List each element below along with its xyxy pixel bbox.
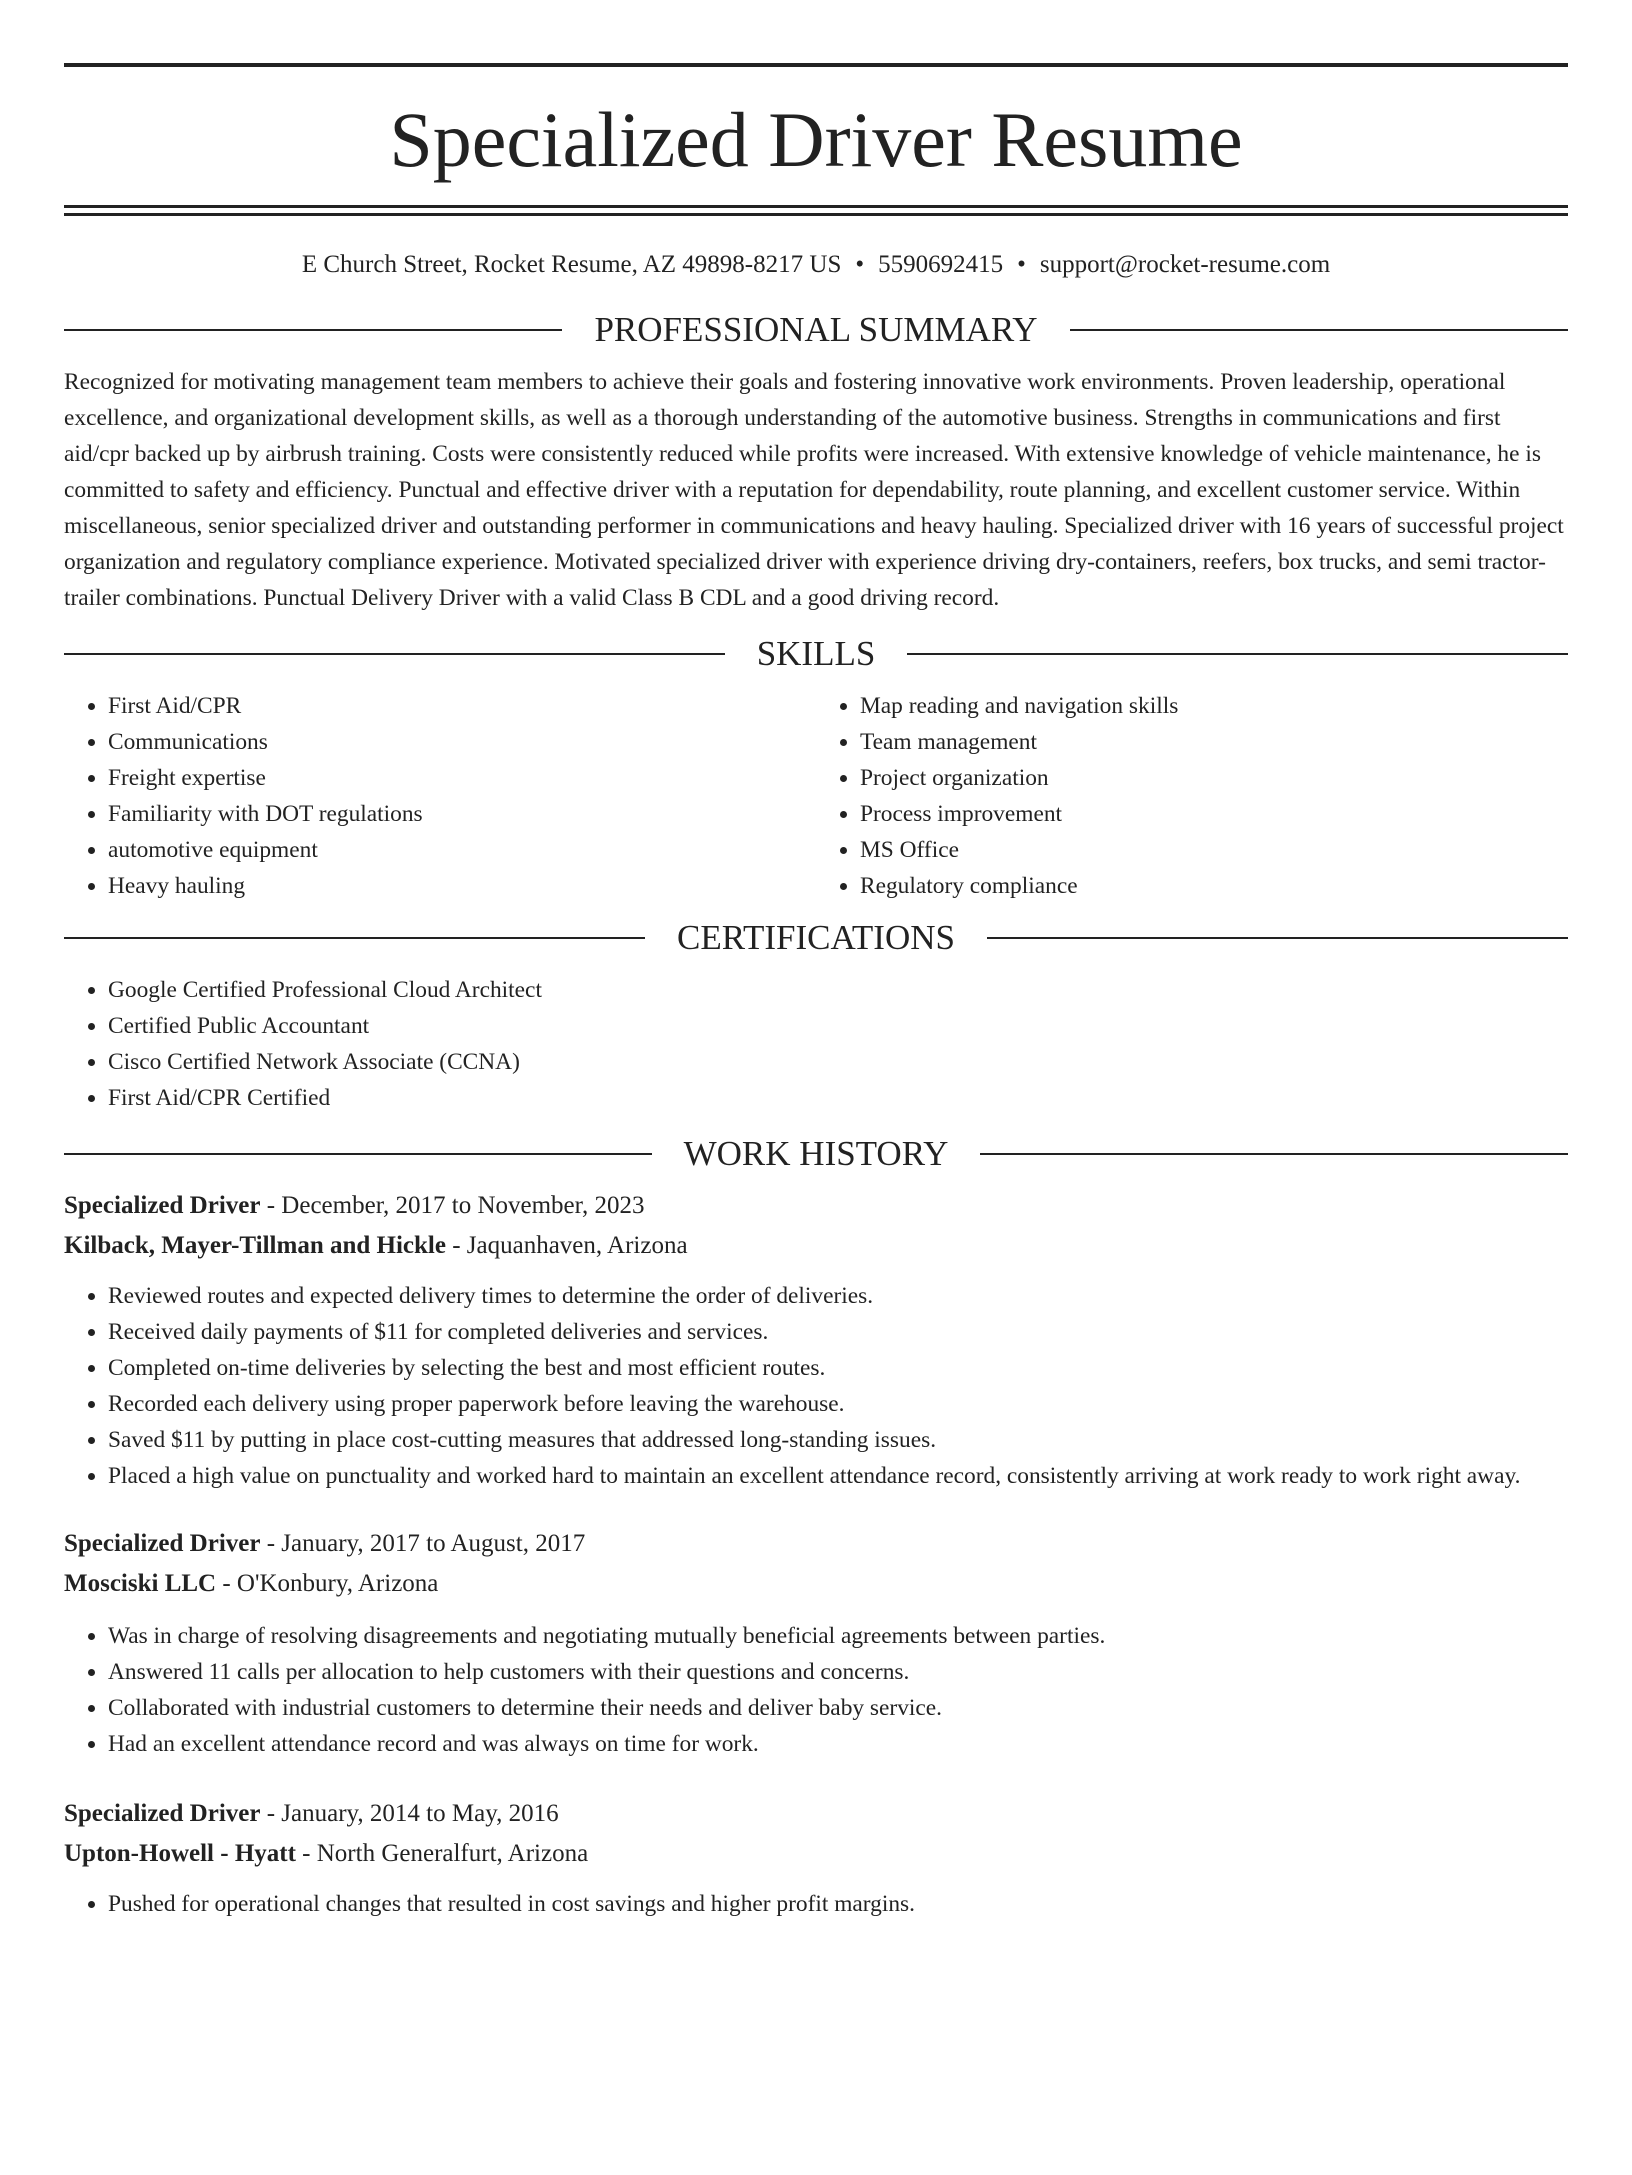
job-entry <box>64 1524 1568 1762</box>
contact-separator: • <box>1017 251 1026 278</box>
skill-item: • Map reading and navigation skills <box>860 688 1568 724</box>
job-bullets <box>64 1618 1568 1762</box>
job-title-line <box>64 1524 1568 1564</box>
job-bullet: • Was in charge of resolving disagreements and negotiating mutually beneficial agreements between parties. <box>108 1618 1568 1654</box>
skill-item: • Process improvement <box>860 796 1568 832</box>
contact-phone: 5590692415 <box>878 251 1004 278</box>
job-title-line <box>64 1186 1568 1226</box>
skills-list <box>64 688 1568 904</box>
job-company-line <box>64 1834 1568 1874</box>
job-location: - North Generalfurt, Arizona <box>295 1840 589 1867</box>
heading-rule <box>64 329 562 331</box>
heading-rule <box>64 653 725 655</box>
skill-item: • Familiarity with DOT regulations <box>108 796 816 832</box>
job-dates: - January, 2014 to May, 2016 <box>260 1800 559 1827</box>
section-heading-summary <box>64 310 1568 350</box>
section-heading-skills <box>64 634 1568 674</box>
job-bullet: • Pushed for operational changes that resulted in cost savings and higher profit margins. <box>108 1886 1568 1922</box>
section-title: SKILLS <box>756 634 876 673</box>
job-title: Specialized Driver <box>64 1800 261 1827</box>
job-bullet: • Collaborated with industrial customers to determine their needs and deliver baby service. <box>108 1690 1568 1726</box>
job-title-line <box>64 1794 1568 1834</box>
skill-item: • Regulatory compliance <box>860 868 1568 904</box>
job-entry <box>64 1186 1568 1494</box>
heading-rule <box>64 1153 652 1155</box>
heading-rule <box>980 1153 1568 1155</box>
skill-item: • Team management <box>860 724 1568 760</box>
top-rule <box>64 63 1568 67</box>
job-bullets <box>64 1886 1568 1922</box>
job-company: Mosciski LLC <box>64 1570 217 1597</box>
job-bullet: • Recorded each delivery using proper paperwork before leaving the warehouse. <box>108 1386 1568 1422</box>
job-dates: - January, 2017 to August, 2017 <box>260 1530 586 1557</box>
job-bullet: • Reviewed routes and expected delivery times to determine the order of deliveries. <box>108 1278 1568 1314</box>
resume-title: Specialized Driver Resume <box>389 96 1243 183</box>
heading-rule <box>987 937 1568 939</box>
job-entry <box>64 1794 1568 1922</box>
section-title: PROFESSIONAL SUMMARY <box>594 310 1038 349</box>
job-bullet: • Received daily payments of $11 for completed deliveries and services. <box>108 1314 1568 1350</box>
section-heading-work-history <box>64 1134 1568 1174</box>
contact-address: E Church Street, Rocket Resume, AZ 49898-8217 US <box>301 251 842 278</box>
certification-item: • Google Certified Professional Cloud Architect <box>108 972 1568 1008</box>
contact-separator: • <box>855 251 865 278</box>
section-heading-certifications <box>64 918 1568 958</box>
job-location: - O'Konbury, Arizona <box>216 1570 439 1597</box>
job-bullet: • Saved $11 by putting in place cost-cutting measures that addressed long-standing issues. <box>108 1422 1568 1458</box>
job-location: - Jaquanhaven, Arizona <box>445 1232 688 1259</box>
title-double-rule <box>64 205 1568 216</box>
job-bullet: • Completed on-time deliveries by selecting the best and most efficient routes. <box>108 1350 1568 1386</box>
certifications-list <box>64 972 1568 1116</box>
skill-item: • MS Office <box>860 832 1568 868</box>
job-company: Kilback, Mayer-Tillman and Hickle <box>64 1232 446 1259</box>
job-company: Upton-Howell - Hyatt <box>64 1840 296 1867</box>
job-bullet: • Answered 11 calls per allocation to help customers with their questions and concerns. <box>108 1654 1568 1690</box>
job-title: Specialized Driver <box>64 1530 261 1557</box>
job-bullet: • Had an excellent attendance record and was always on time for work. <box>108 1726 1568 1762</box>
skill-item: • automotive equipment <box>108 832 816 868</box>
job-dates: - December, 2017 to November, 2023 <box>260 1192 645 1219</box>
skill-item: • Project organization <box>860 760 1568 796</box>
skill-item: • First Aid/CPR <box>108 688 816 724</box>
skill-item: • Freight expertise <box>108 760 816 796</box>
summary-paragraph: Recognized for motivating management team members to achieve their goals and fostering innovative work environments. Proven leadership, operational excellence, and organizational development skills, as well as a thorough understanding of the automotive business. Strengths in communications and first aid/cpr backed up by airbrush training. Costs were consistently reduced while profits were increased. With extensive knowledge of vehicle maintenance, he is committed to safety and efficiency. Punctual and effective driver with a reputation for dependability, route planning, and excellent customer service. Within miscellaneous, senior specialized driver and outstanding performer in communications and heavy hauling. Specialized driver with 16 years of successful project organization and regulatory compliance experience. Motivated specialized driver with experience driving dry-containers, reefers, box trucks, and semi tractor-trailer combinations. Punctual Delivery Driver with a valid Class B CDL and a good driving record. <box>64 369 1564 611</box>
job-company-line <box>64 1564 1568 1604</box>
heading-rule <box>907 653 1568 655</box>
job-company-line <box>64 1226 1568 1266</box>
skill-item: • Heavy hauling <box>108 868 816 904</box>
contact-email: support@rocket-resume.com <box>1039 251 1331 278</box>
job-title: Specialized Driver <box>64 1192 261 1219</box>
section-title: WORK HISTORY <box>683 1134 949 1173</box>
job-bullet: • Placed a high value on punctuality and worked hard to maintain an excellent attendance record, consistently arriving at work ready to work right away. <box>108 1458 1568 1494</box>
heading-rule <box>64 937 645 939</box>
certification-item: • First Aid/CPR Certified <box>108 1080 1568 1116</box>
certification-item: • Cisco Certified Network Associate (CCNA) <box>108 1044 1568 1080</box>
contact-line <box>64 250 1568 280</box>
resume-page <box>0 63 1632 2175</box>
section-title: CERTIFICATIONS <box>677 918 955 957</box>
job-bullets <box>64 1278 1568 1494</box>
skill-item: • Communications <box>108 724 816 760</box>
skills-column-right <box>816 688 1568 904</box>
skills-column-left <box>64 688 816 904</box>
certification-item: • Certified Public Accountant <box>108 1008 1568 1044</box>
heading-rule <box>1070 329 1568 331</box>
